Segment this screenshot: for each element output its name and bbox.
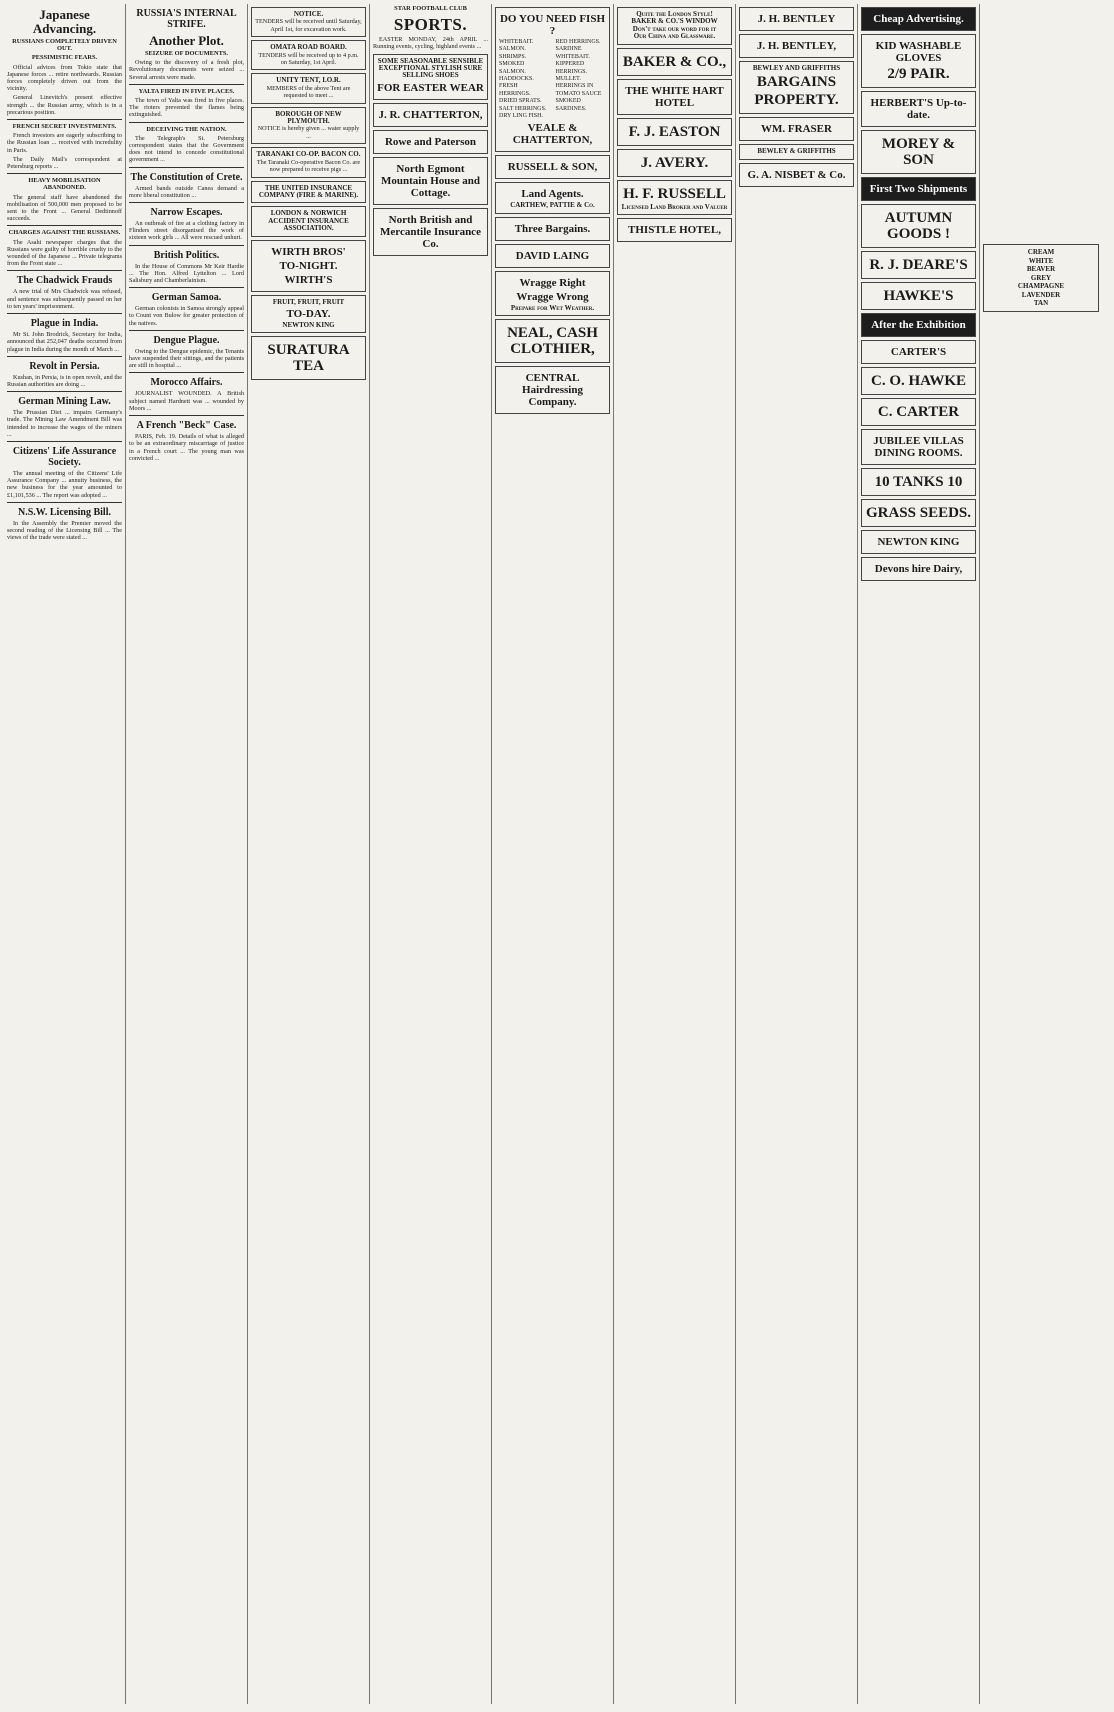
section-heading: SEIZURE OF DOCUMENTS. bbox=[144, 50, 229, 57]
nisbet-ad: G. A. NISBET & Co. bbox=[739, 163, 854, 187]
autumn-goods-ad: AUTUMN GOODS ! bbox=[861, 204, 976, 248]
column-8 bbox=[858, 4, 980, 1704]
section-heading: FRENCH SECRET INVESTMENTS. bbox=[12, 123, 117, 131]
headline-2: Another Plot. bbox=[149, 33, 224, 48]
grass-seeds-ad: GRASS SEEDS. bbox=[861, 499, 976, 527]
kid-gloves-ad: KID WASHABLE GLOVES 2/9 PAIR. bbox=[861, 34, 976, 88]
exhibition-ad: After the Exhibition bbox=[861, 313, 976, 337]
hotel-ad: THE WHITE HART HOTEL bbox=[617, 79, 732, 115]
column-7 bbox=[736, 4, 858, 1704]
newton-king-ad: NEWTON KING bbox=[861, 530, 976, 554]
mountain-house-ad: North Egmont Mountain House and Cottage. bbox=[373, 157, 488, 205]
section-heading: CHARGES AGAINST THE RUSSIANS. bbox=[8, 229, 121, 237]
notice-ad: NOTICE. TENDERS will be received until Saturday, April 1st, for excavation work. bbox=[251, 7, 366, 37]
bentley-ad: J. H. BENTLEY bbox=[739, 7, 854, 31]
headline-1: Japanese Advancing. bbox=[32, 7, 97, 36]
insurance-ad: THE UNITED INSURANCE COMPANY (FIRE & MARINE). bbox=[251, 181, 366, 204]
column-5 bbox=[492, 4, 614, 1704]
easton-ad: F. J. EASTON bbox=[617, 118, 732, 146]
colour-item: CREAM bbox=[1027, 248, 1055, 256]
fish-item: SARDINE WHITEBAIT. bbox=[555, 46, 590, 60]
cheap-advertising-header: Cheap Advertising. bbox=[861, 7, 976, 31]
morey-ad: MOREY & SON bbox=[861, 130, 976, 174]
column-6 bbox=[614, 4, 736, 1704]
hairdressing-ad: CENTRAL Hairdressing Company. bbox=[495, 366, 610, 414]
fish-item: SHRIMPS. bbox=[499, 53, 527, 60]
shipments-ad: First Two Shipments bbox=[861, 177, 976, 201]
colour-item: GREY bbox=[1030, 273, 1052, 282]
russell-ad: H. F. RUSSELL Licensed Land Broker and Valuer bbox=[617, 180, 732, 215]
article-text: Official advices from Tokio state that Japanese forces ... retire northwards. Russian forces completely driven out from the vicinity. General Linevitch's present effective strength ... the Russian army, which is in a precarious position. bbox=[7, 63, 122, 116]
tea-ad: SURATURA TEA bbox=[251, 336, 366, 380]
colour-item: TAN bbox=[1033, 299, 1049, 307]
hawke-ad-2: C. O. HAWKE bbox=[861, 367, 976, 395]
colours-ad bbox=[983, 244, 1099, 312]
section-heading: A French "Beck" Case. bbox=[136, 420, 237, 432]
subheadline-2: PESSIMISTIC FEARS. bbox=[31, 54, 98, 62]
section-heading: Narrow Escapes. bbox=[150, 207, 223, 219]
board-ad: OMATA ROAD BOARD. TENDERS will be received up to 4 p.m. on Saturday, 1st April. bbox=[251, 40, 366, 70]
fish-item: RED HERRINGS. bbox=[555, 39, 601, 45]
insurance-ad-2: LONDON & NORWICH ACCIDENT INSURANCE ASSOCIATION. bbox=[251, 206, 366, 236]
borough-ad: BOROUGH OF NEW PLYMOUTH. NOTICE is hereby given ... water supply ... bbox=[251, 107, 366, 145]
section-heading: Revolt in Persia. bbox=[29, 360, 100, 372]
dairy-ad: Devons hire Dairy, bbox=[861, 557, 976, 581]
bewley-ad: BEWLEY AND GRIFFITHS BARGAINS PROPERTY. bbox=[739, 61, 854, 114]
section-heading: The Constitution of Crete. bbox=[130, 171, 243, 183]
wragge-ad: Wragge Right Wragge Wrong Prepare for Wet Weather. bbox=[495, 271, 610, 316]
fish-item: HADDOCKS. bbox=[499, 76, 534, 83]
section-heading: Dengue Plague. bbox=[153, 334, 220, 346]
column-2: RUSSIA'S INTERNAL STRIFE. Another Plot. SEIZURE OF DOCUMENTS. Owing to the discovery of a fresh plot, Revolutionary documents were seized ... Several arrests were made. YALTA FIRED IN FIVE PLACES. The town of Yalta was fired in five places. The rioters prevented the flames being extinguished. DECEIVING THE NATION. The Telegraph's St. Petersburg correspondent states that the Government does not intend to concede constitutional government ... The Constitution of Crete. Armed bands outside Canea demand a more liberal constitution ... Narrow Escapes. An outbreak of fire at a clothing factory in Flinders street disorganised the work of sixteen work girls ... All were rescued unhurt. British Politics. In the House of Commons Mr Keir Hardie ... The Hon. Alfred Lyttelton ... Lord Salisbury and Chamberlainism. German Samoa. German colonists in Samoa strongly appeal to Count von Bulow for greater protection of the natives. Dengue Plague. Owing to the Dengue epidemic, the Tenants have suspended their sittings, and the patients are still in hospital ... Morocco Affairs. JOURNALIST WOUNDED. A British subject named Hardnett was ... wounded by Moors ... A French "Beck" Case. PARIS, Feb. 19. Details of what is alleged to be an extraordinary miscarriage of justice in a French court ... The young man was convicted ... bbox=[126, 4, 248, 1704]
fish-item: HERRINGS IN TOMATO SAUCE bbox=[555, 83, 602, 97]
land-agents-ad: Land Agents. CARTHEW, PATTIE & Co. bbox=[495, 182, 610, 213]
headline-1: RUSSIA'S INTERNAL STRIFE. bbox=[136, 8, 237, 30]
colour-item: WHITE bbox=[1028, 256, 1054, 265]
carter-ad: C. CARTER bbox=[861, 398, 976, 426]
fish-item: SALT HERRINGS. bbox=[499, 105, 547, 112]
fish-item: KIPPERED HERRINGS. bbox=[555, 61, 588, 75]
tanks-ad: 10 TANKS 10 bbox=[861, 468, 976, 496]
fish-item: FRESH HERRINGS. bbox=[499, 83, 531, 97]
fish-item: SALMON. bbox=[499, 46, 526, 53]
fraser-ad: WM. FRASER bbox=[739, 117, 854, 141]
section-heading: N.S.W. Licensing Bill. bbox=[18, 506, 111, 518]
tent-ad: UNITY TENT, I.O.R. MEMBERS of the above Tent are requested to meet ... bbox=[251, 73, 366, 103]
colour-item: BEAVER bbox=[1026, 265, 1056, 273]
section-heading: British Politics. bbox=[153, 249, 220, 261]
fish-item: MULLET. bbox=[555, 76, 581, 83]
fish-item: SMOKED SALMON. bbox=[499, 61, 526, 75]
rowe-ad: Rowe and Paterson bbox=[373, 130, 488, 154]
thistle-ad: THISTLE HOTEL, bbox=[617, 218, 732, 242]
section-heading: German Samoa. bbox=[151, 292, 222, 304]
column-9 bbox=[980, 4, 1102, 1704]
column-4: STAR FOOTBALL CLUB SPORTS. EASTER MONDAY, 24th APRIL ... Running events, cycling, highland events ... SOME SEASONABLE SENSIBLE EXCEPTIONAL STYLISH SURE SELLING SHOES FOR EASTER WEAR J. R. CHATTERTON, Rowe and Paterson North Egmont Mountain House and Cottage. North British and Mercantile Insurance Co. bbox=[370, 4, 492, 1704]
bentley-ad-2: J. H. BENTLEY, bbox=[739, 34, 854, 58]
fish-item: DRIED SPRATS. bbox=[499, 98, 542, 105]
section-heading: Plague in India. bbox=[30, 318, 99, 330]
fish-ad: DO YOU NEED FISH ? WHITEBAIT. SALMON. SHRIMPS. SMOKED SALMON. HADDOCKS. FRESH HERRINGS. DRIED SPRATS. SALT HERRINGS. DRY LING FISH. RED HERRINGS. SARDINE WHITEBAIT. KIPPERED HERRINGS. MULLET. HERRINGS IN TOMATO SAUCE SMOKED SARDINES. VEALE & CHATTERTON, bbox=[495, 7, 610, 152]
chatterton-ad: J. R. CHATTERTON, bbox=[373, 103, 488, 127]
circus-ad: WIRTH BROS' TO-NIGHT. WIRTH'S bbox=[251, 240, 366, 292]
fish-item: DRY LING FISH. bbox=[499, 113, 543, 120]
colour-item: CHAMPAGNE bbox=[1017, 282, 1065, 290]
section-heading: DECEIVING THE NATION. bbox=[146, 125, 227, 133]
section-heading: German Mining Law. bbox=[18, 396, 111, 408]
fish-list bbox=[499, 39, 606, 120]
subheadline-1: RUSSIANS COMPLETELY DRIVEN OUT. bbox=[12, 38, 117, 53]
fish-item: WHITEBAIT. bbox=[499, 39, 534, 45]
fruit-ad: FRUIT, FRUIT, FRUIT TO-DAY. NEWTON KING bbox=[251, 295, 366, 334]
newspaper-page bbox=[4, 4, 1110, 1704]
neal-ad: NEAL, CASH CLOTHIER, bbox=[495, 319, 610, 363]
section-heading: Morocco Affairs. bbox=[150, 377, 223, 389]
avery-ad: J. AVERY. bbox=[617, 149, 732, 177]
russell-ad: RUSSELL & SON, bbox=[495, 155, 610, 179]
laing-ad: DAVID LAING bbox=[495, 244, 610, 268]
shoes-ad: SOME SEASONABLE SENSIBLE EXCEPTIONAL STYLISH SURE SELLING SHOES FOR EASTER WEAR bbox=[373, 54, 488, 100]
section-heading: The Chadwick Frauds bbox=[16, 275, 113, 287]
deare-ad: R. J. DEARE'S bbox=[861, 251, 976, 279]
section-heading: Citizens' Life Assurance Society. bbox=[12, 445, 117, 468]
hawke-ad: HAWKE'S bbox=[861, 282, 976, 310]
colour-item: LAVENDER bbox=[1021, 290, 1061, 299]
section-heading: HEAVY MOBILISATION ABANDONED. bbox=[28, 177, 101, 192]
baker-ad: BAKER & CO., bbox=[617, 48, 732, 76]
jubilee-ad: JUBILEE VILLAS DINING ROOMS. bbox=[861, 429, 976, 465]
bacon-ad: TARANAKI CO-OP. BACON CO. The Taranaki Co-operative Bacon Co. are now prepared to receive pigs ... bbox=[251, 147, 366, 177]
column-3 bbox=[248, 4, 370, 1704]
column-1: Japanese Advancing. RUSSIANS COMPLETELY DRIVEN OUT. PESSIMISTIC FEARS. Official advices from Tokio state that Japanese forces ... retire northwards. Russian forces completely driven out from the vicinity. General Linevitch's present effective strength ... the Russian army, which is in a precarious position. FRENCH SECRET INVESTMENTS. French investors are eagerly subscribing to the Russian loan ... received with incredulity in Paris. The Daily Mail's correspondent at Petersburg reports ... HEAVY MOBILISATION ABANDONED. The general staff have abandoned the mobilisation of 500,000 men proposed to be sent to the Front ... General Dedtinnoff succeeds. CHARGES AGAINST THE RUSSIANS. The Asahi newspaper charges that the Russians were guilty of horrible cruelty to the wounded of the Japanese ... Private telegrams from the Front state ... The Chadwick Frauds A new trial of Mrs Chadwick was refused, and sentence was subsequently passed on her to ten years' imprisonment. Plague in India. Mr St. John Brodrick, Secretary for India, announced that 252,047 deaths occurred from plague in India during the month of March ... Revolt in Persia. Kushan, in Persia, is in open revolt, and the Russian authorities are doing ... German Mining Law. The Prussian Diet ... impairs Germany's trade. The Mining Law Amendment Bill was intended to increase the wages of the miners ... Citizens' Life Assurance Society. The annual meeting of the Citizens' Life Assurance Company ... annuity business, the new business for the year amounted to £1,101,536 ... The report was adopted ... N.S.W. Licensing Bill. In the Assembly the Premier moved the second reading of the Licensing Bill ... The views of the trade were stated ... bbox=[4, 4, 126, 1704]
colour-list bbox=[987, 248, 1095, 308]
section-heading: YALTA FIRED IN FIVE PLACES. bbox=[138, 87, 235, 95]
carters-ad: CARTER'S bbox=[861, 340, 976, 364]
london-style-ad: Quite the London Style! BAKER & CO.'S WINDOW Don't take our word for it Our China and Glassware. bbox=[617, 7, 732, 45]
herberts-ad: HERBERT'S Up-to-date. bbox=[861, 91, 976, 127]
insurance-ad: North British and Mercantile Insurance Co. bbox=[373, 208, 488, 256]
bargains-ad: Three Bargains. bbox=[495, 217, 610, 241]
club-header: STAR FOOTBALL CLUB bbox=[394, 5, 467, 12]
fish-item: SMOKED SARDINES. bbox=[555, 98, 587, 112]
bewley-ad-2: BEWLEY & GRIFFITHS bbox=[739, 144, 854, 159]
sports-title: SPORTS. bbox=[393, 15, 468, 35]
